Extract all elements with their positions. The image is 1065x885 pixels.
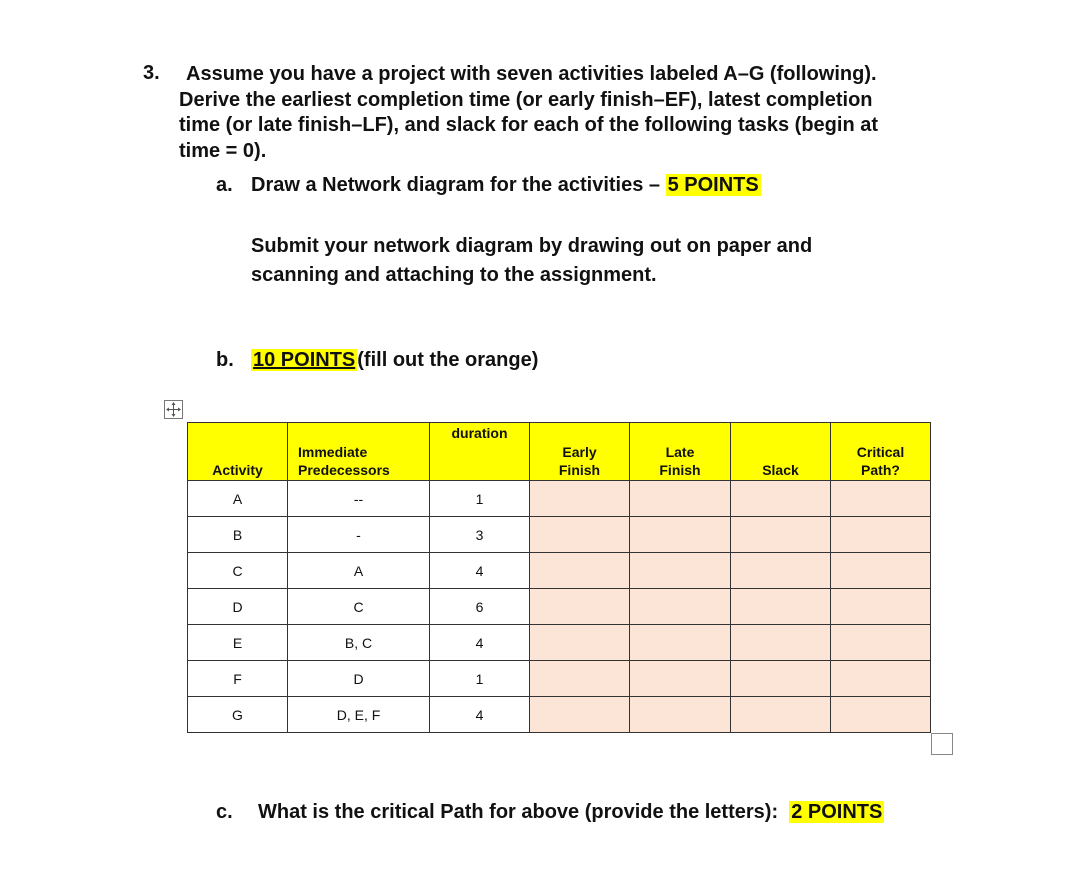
header-early-finish-line: Early [562, 444, 597, 460]
cell-late-finish[interactable] [630, 589, 731, 625]
cell-activity: D [188, 589, 288, 625]
cell-slack[interactable] [731, 697, 831, 733]
cell-late-finish[interactable] [630, 661, 731, 697]
part-a-points: 5 POINTS [667, 174, 759, 196]
cell-predecessors: -- [288, 481, 430, 517]
cell-predecessors: C [288, 589, 430, 625]
header-critical-path-line: Path? [861, 462, 900, 478]
cell-activity: A [188, 481, 288, 517]
part-c-points: 2 POINTS [791, 801, 883, 823]
question-text [179, 62, 969, 164]
part-c-heading [216, 801, 884, 824]
cell-late-finish[interactable] [630, 625, 731, 661]
question-line: time (or late finish–LF), and slack for each of the following tasks (begin at [179, 114, 878, 136]
move-icon[interactable] [164, 400, 183, 419]
question-line: time = 0). [179, 139, 267, 162]
header-critical-path-line: Critical [856, 444, 905, 460]
cell-predecessors: D [288, 661, 430, 697]
cell-slack[interactable] [731, 661, 831, 697]
cell-duration: 3 [430, 517, 530, 553]
cell-critical-path[interactable] [831, 661, 931, 697]
cell-slack[interactable] [731, 481, 831, 517]
cell-predecessors: B, C [288, 625, 430, 661]
cell-activity: E [188, 625, 288, 661]
cell-slack[interactable] [731, 517, 831, 553]
header-activity: Activity [188, 423, 288, 481]
cell-critical-path[interactable] [831, 553, 931, 589]
cell-early-finish[interactable] [530, 517, 630, 553]
part-b-text: (fill out the orange) [357, 349, 539, 371]
cell-critical-path[interactable] [831, 697, 931, 733]
cell-early-finish[interactable] [530, 589, 630, 625]
table-row [188, 589, 931, 625]
cell-critical-path[interactable] [831, 481, 931, 517]
part-a-text: Draw a Network diagram for the activities – [251, 174, 666, 196]
cell-predecessors: - [288, 517, 430, 553]
header-predecessors [288, 423, 430, 481]
header-predecessors-line: Predecessors [298, 462, 390, 478]
question-line: Assume you have a project with seven activities labeled A–G (following). [186, 63, 877, 85]
header-early-finish-line: Finish [558, 462, 601, 478]
table-row [188, 517, 931, 553]
cell-activity: F [188, 661, 288, 697]
part-c-text: What is the critical Path for above (provide the letters): [258, 801, 779, 823]
header-early-finish [530, 423, 630, 481]
cell-duration: 1 [430, 661, 530, 697]
header-late-finish [630, 423, 731, 481]
cell-critical-path[interactable] [831, 625, 931, 661]
cell-slack[interactable] [731, 589, 831, 625]
cell-predecessors: D, E, F [288, 697, 430, 733]
cell-activity: G [188, 697, 288, 733]
cell-slack[interactable] [731, 553, 831, 589]
cell-duration: 1 [430, 481, 530, 517]
table-row [188, 661, 931, 697]
cell-duration: 6 [430, 589, 530, 625]
part-b-heading [216, 349, 538, 372]
submit-line: Submit your network diagram by drawing out on paper and [251, 235, 813, 257]
part-b-label: b. [216, 349, 234, 371]
header-duration: duration [430, 423, 530, 481]
cell-duration: 4 [430, 697, 530, 733]
header-late-finish-line: Late [665, 444, 695, 460]
table-row [188, 625, 931, 661]
cell-activity: B [188, 517, 288, 553]
part-c-label: c. [216, 801, 233, 823]
cell-activity: C [188, 553, 288, 589]
cell-early-finish[interactable] [530, 697, 630, 733]
resize-handle-icon[interactable] [931, 733, 953, 755]
question-number: 3. [143, 62, 160, 84]
cell-early-finish[interactable] [530, 481, 630, 517]
header-predecessors-line: Immediate [298, 444, 368, 460]
submit-instructions [251, 232, 951, 290]
submit-line: scanning and attaching to the assignment. [251, 264, 657, 286]
cell-early-finish[interactable] [530, 553, 630, 589]
part-b-points: 10 POINTS [253, 349, 356, 371]
cell-late-finish[interactable] [630, 697, 731, 733]
header-slack: Slack [731, 423, 831, 481]
cell-critical-path[interactable] [831, 589, 931, 625]
cell-critical-path[interactable] [831, 517, 931, 553]
cell-slack[interactable] [731, 625, 831, 661]
cell-predecessors: A [288, 553, 430, 589]
header-critical-path [831, 423, 931, 481]
table-row [188, 697, 931, 733]
cell-early-finish[interactable] [530, 625, 630, 661]
table-row [188, 481, 931, 517]
part-a-heading [216, 174, 761, 197]
cell-duration: 4 [430, 553, 530, 589]
cell-late-finish[interactable] [630, 517, 731, 553]
cell-duration: 4 [430, 625, 530, 661]
cell-early-finish[interactable] [530, 661, 630, 697]
part-a-label: a. [216, 174, 233, 196]
header-late-finish-line: Finish [659, 462, 701, 478]
cell-late-finish[interactable] [630, 481, 731, 517]
question-line: Derive the earliest completion time (or early finish–EF), latest completion [179, 88, 873, 111]
table-row [188, 553, 931, 589]
activity-table [187, 422, 931, 733]
cell-late-finish[interactable] [630, 553, 731, 589]
